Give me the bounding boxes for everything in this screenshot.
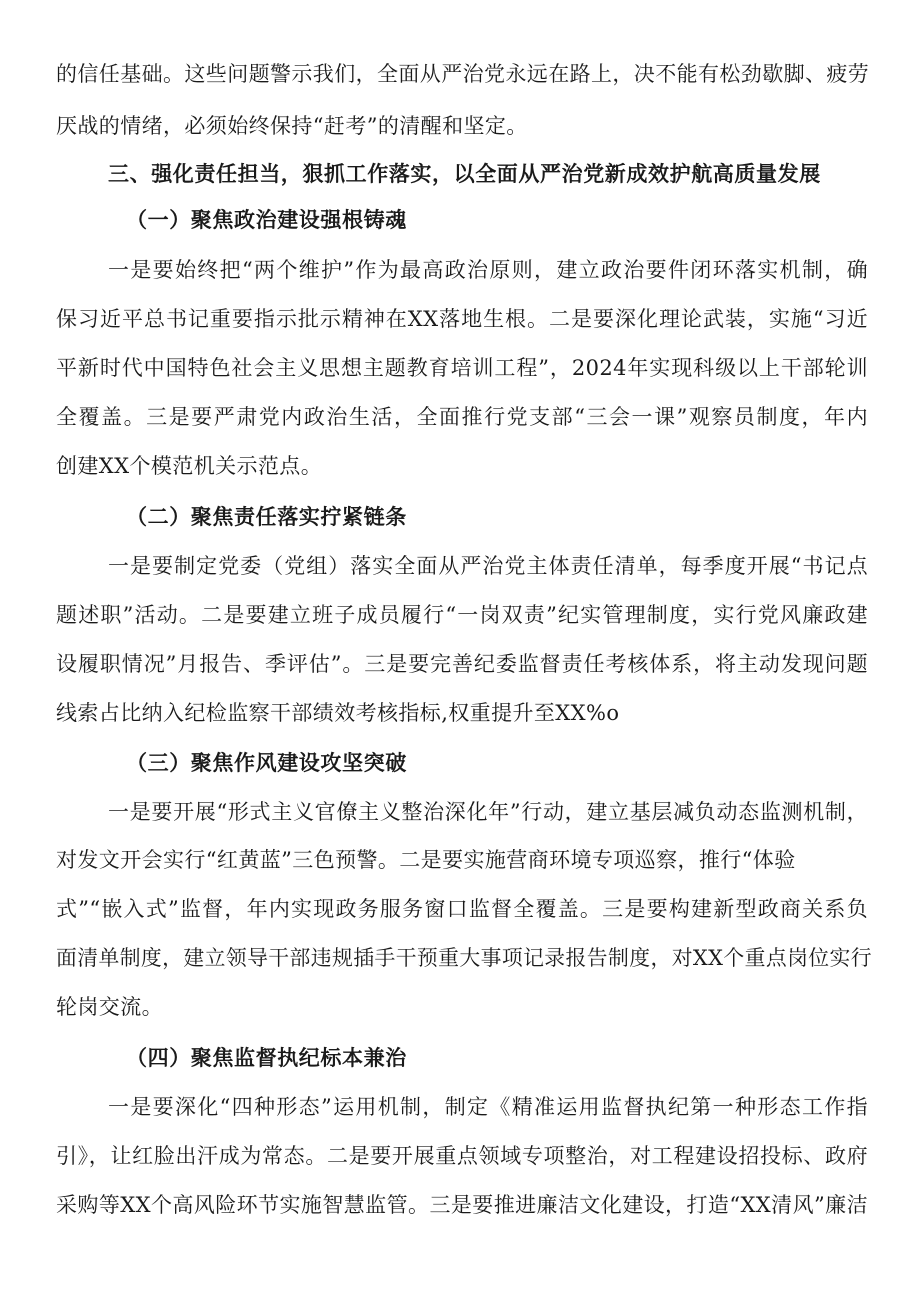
sub2-line-3: 设履职情况”月报告、季评估”。三是要完善纪委监督责任考核体系，将主动发现问题 (56, 652, 868, 676)
sub3-line-3: 式”“嵌入式”监督，年内实现政务服务窗口监督全覆盖。三是要构建新型政商关系负 (56, 897, 868, 921)
sub4-line-3: 采购等XX个高风险环节实施智慧监管。三是要推进廉洁文化建设，打造“XX清风”廉洁 (56, 1193, 868, 1217)
sub3-line-4: 面清单制度，建立领导干部违规插手干预重大事项记录报告制度，对XX个重点岗位实行 (56, 946, 873, 970)
sub2-line-4: 线索占比纳入纪检监察干部绩效考核指标,权重提升至XX%o (56, 701, 620, 725)
intro-line-1: 的信任基础。这些问题警示我们，全面从严治党永远在路上，决不能有松劲歇脚、疲劳 (56, 62, 870, 86)
subsection-4-heading: （四）聚焦监督执纪标本兼治 (126, 1045, 407, 1070)
subsection-1-heading: （一）聚焦政治建设强根铸魂 (126, 207, 407, 232)
sub3-line-2: 对发文开会实行“红黄蓝”三色预警。二是要实施营商环境专项巡察，推行“体验 (56, 848, 796, 872)
sub1-line-2: 保习近平总书记重要指示批示精神在XX落地生根。二是要深化理论武装，实施“习近 (56, 307, 868, 331)
sub4-line-1: 一是要深化“四种形态”运用机制，制定《精准运用监督执纪第一种形态工作指 (108, 1095, 868, 1119)
subsection-3-heading: （三）聚焦作风建设攻坚突破 (126, 750, 407, 775)
sub1-line-1: 一是要始终把“两个维护”作为最高政治原则，建立政治要件闭环落实机制，确 (108, 258, 868, 282)
subsection-2-heading: （二）聚焦责任落实拧紧链条 (126, 504, 407, 529)
section-3-heading: 三、强化责任担当，狠抓工作落实，以全面从严治党新成效护航高质量发展 (108, 161, 821, 186)
sub1-line-4: 全覆盖。三是要严肃党内政治生活，全面推行党支部“三会一课”观察员制度，年内 (56, 405, 868, 429)
sub1-line-3: 平新时代中国特色社会主义思想主题教育培训工程”，2024年实现科级以上干部轮训 (56, 356, 868, 380)
sub3-line-1: 一是要开展“形式主义官僚主义整治深化年”行动，建立基层减负动态监测机制， (108, 800, 868, 824)
sub2-line-1: 一是要制定党委（党组）落实全面从严治党主体责任清单，每季度开展“书记点 (108, 554, 868, 578)
intro-line-2: 厌战的情绪，必须始终保持“赶考”的清醒和坚定。 (56, 114, 528, 138)
sub3-line-5: 轮岗交流。 (56, 995, 163, 1019)
sub1-line-5: 创建XX个模范机关示范点。 (56, 454, 323, 478)
sub4-line-2: 引》，让红脸出汗成为常态。二是要开展重点领域专项整治，对工程建设招投标、政府 (56, 1144, 868, 1168)
sub2-line-2: 题述职”活动。二是要建立班子成员履行“一岗双责”纪实管理制度，实行党风廉政建 (56, 603, 868, 627)
